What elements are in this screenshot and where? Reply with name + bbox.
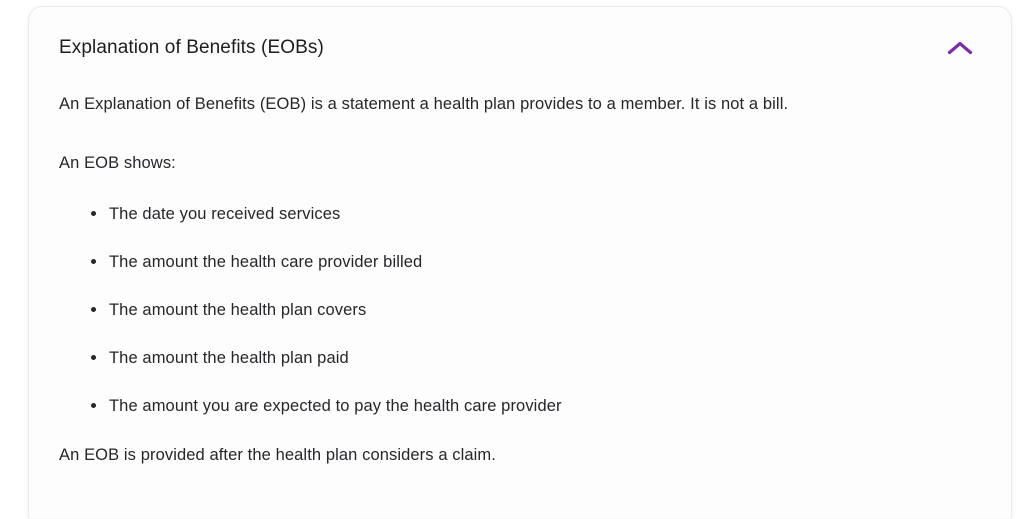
page-title: Explanation of Benefits (EOBs) xyxy=(59,37,324,58)
list-item: The amount you are expected to pay the health care provider xyxy=(59,394,977,418)
accordion-header[interactable] xyxy=(59,33,977,63)
list-item: The date you received services xyxy=(59,202,977,226)
list-item: The amount the health care provider billed xyxy=(59,250,977,274)
eob-items-list xyxy=(59,202,977,418)
accordion-panel xyxy=(28,6,1012,518)
list-lead-in: An EOB shows: xyxy=(59,154,176,172)
intro-paragraph: An Explanation of Benefits (EOB) is a statement a health plan provides to a member. It is not a bill. xyxy=(59,95,789,113)
list-item: The amount the health plan paid xyxy=(59,346,977,370)
chevron-up-icon xyxy=(947,40,973,56)
closing-paragraph: An EOB is provided after the health plan considers a claim. xyxy=(59,446,496,464)
accordion-toggle-button[interactable] xyxy=(943,33,977,63)
list-item: The amount the health plan covers xyxy=(59,298,977,322)
